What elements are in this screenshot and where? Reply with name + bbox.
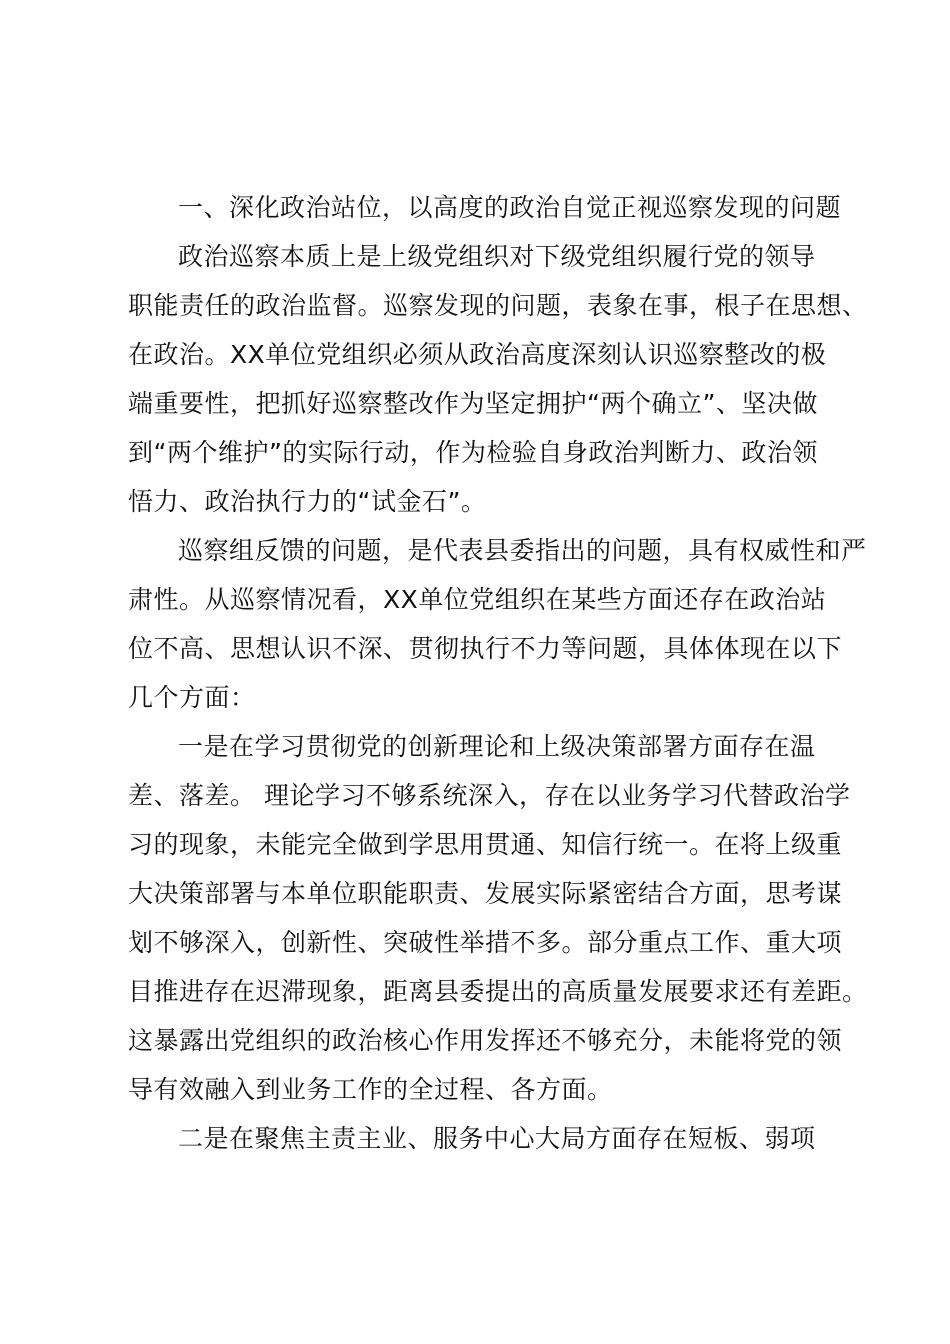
paragraph-line: 到“两个维护”的实际行动，作为检验自身政治判断力、政治领 <box>128 438 818 467</box>
document-body <box>128 183 868 1163</box>
paragraph-line: 端重要性，把抓好巡察整改作为坚定拥护“两个确立”、坚决做 <box>128 389 818 418</box>
paragraph-line: 一是在学习贯彻党的创新理论和上级决策部署方面存在温 <box>178 732 816 761</box>
paragraph-line: 悟力、政治执行力的“试金石”。 <box>128 487 487 516</box>
paragraph-line: 差、落差。 理论学习不够系统深入，存在以业务学习代替政治学 <box>128 781 851 810</box>
paragraph-line: 划不够深入，创新性、突破性举措不多。部分重点工作、重大项 <box>128 928 843 957</box>
paragraph-line: 习的现象，未能完全做到学思用贯通、知信行统一。在将上级重 <box>128 830 843 859</box>
paragraph-line: 政治巡察本质上是上级党组织对下级党组织履行党的领导 <box>178 242 816 271</box>
paragraph-line: 职能责任的政治监督。巡察发现的问题，表象在事，根子在思想、 <box>128 291 868 320</box>
paragraph-line: 这暴露出党组织的政治核心作用发挥还不够充分，未能将党的领 <box>128 1026 843 1055</box>
paragraph-line: 几个方面： <box>128 683 256 712</box>
paragraph-line: 导有效融入到业务工作的全过程、各方面。 <box>128 1075 613 1104</box>
paragraph-line: 肃性。从巡察情况看，XX单位党组织在某些方面还存在政治站 <box>128 585 827 614</box>
paragraph-line: 巡察组反馈的问题，是代表县委指出的问题，具有权威性和严 <box>178 536 867 565</box>
paragraph-line: 二是在聚焦主责主业、服务中心大局方面存在短板、弱项 <box>178 1124 816 1153</box>
paragraph-line: 位不高、思想认识不深、贯彻执行不力等问题，具体体现在以下 <box>128 634 843 663</box>
paragraph-line: 在政治。XX单位党组织必须从政治高度深刻认识巡察整改的极 <box>128 340 827 369</box>
paragraph-line: 目推进存在迟滞现象，距离县委提出的高质量发展要求还有差距。 <box>128 977 868 1006</box>
paragraph-line: 大决策部署与本单位职能职责、发展实际紧密结合方面，思考谋 <box>128 879 843 908</box>
section-heading: 一、深化政治站位，以高度的政治自觉正视巡察发现的问题 <box>178 193 842 222</box>
